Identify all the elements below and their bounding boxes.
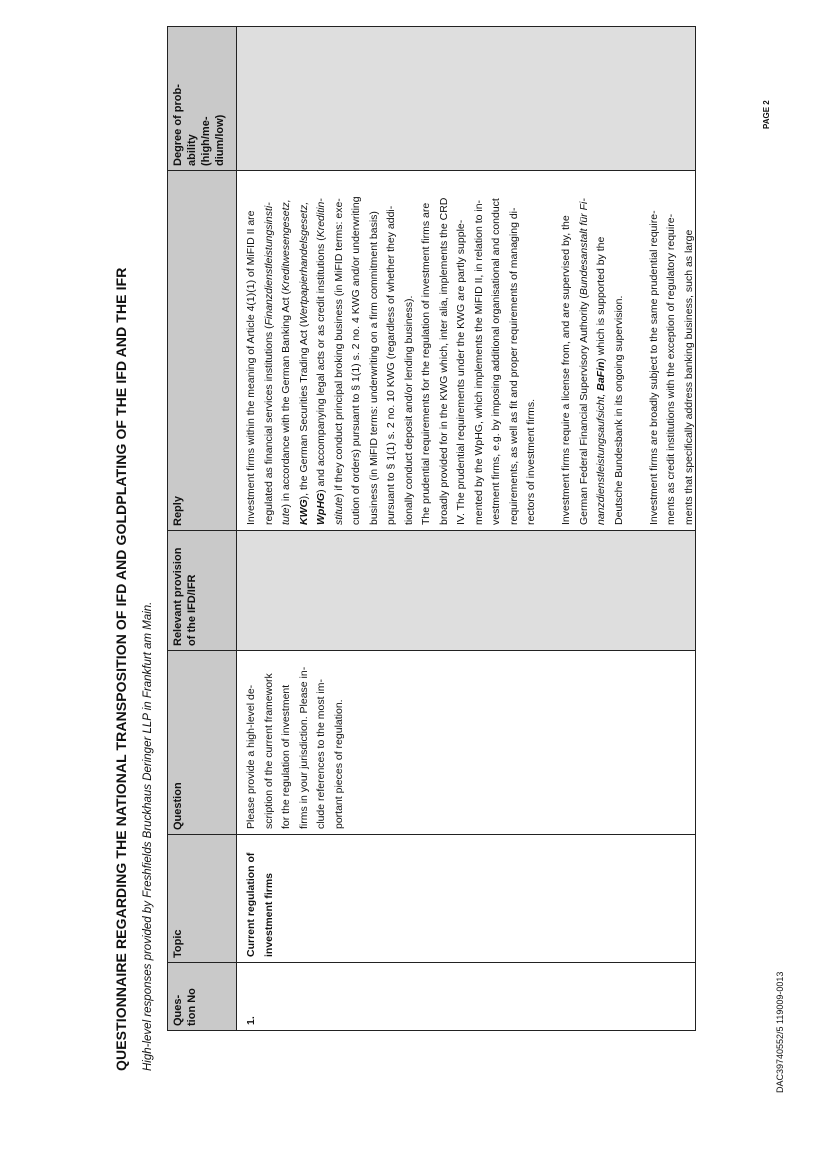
- page-title: QUESTIONNAIRE REGARDING THE NATIONAL TRANSPOSITION OF IFD AND GOLDPLATING OF THE IFD AND THE IFR: [113, 267, 129, 1071]
- header-topic: Topic: [168, 835, 237, 962]
- reply-paragraph-4: Investment firms are broadly subject to the same prudential require- ments as credit institutions with the exception of regulatory require- ments that specifically address banking business, such as large: [647, 210, 695, 525]
- reply-paragraph-2: The prudential requirements for the regulation of investment firms are broadly provided for in the KWG which, inter alia, implements the CRD IV. The prudential requirements under the KWG are partly supple- mented by the WpHG, which implements the MiFID II, in relation to in- vestment firms, e.g. by imposing additional organisational and conduct requirements, as well as fit and proper requirements of managing di- rectors of investment firms.: [420, 197, 537, 525]
- reply-paragraph-1: Investment firms within the meaning of Article 4(1)(1) of MiFID II are regulated as financial services institutions (Finanzdienstleistungsinsti- tute) in accordance with the German Banking Act (Kreditwesengesetz, KWG), the German Securities Trading Act (Wertpapierhandelsgesetz, WpHG) and accompanying legal acts or as credit institutions (Kreditin- stitute) if they conduct principal broking business (in MiFID terms: exe- cution of orders) pursuant to § 1(1) s. 2 no. 4 KWG and/or underwriting business (in MiFID terms: underwriting on a firm commitment basis) pursuant to § 1(1) s. 2 no. 10 KWG (regardless of whether they addi- tionally conduct deposit and/or lending business).: [245, 196, 415, 525]
- cell-relevant-provision: [237, 531, 695, 650]
- cell-topic: Current regulation of investment firms: [245, 852, 275, 957]
- column-topic: [168, 834, 695, 962]
- reply-paragraph-3: Investment firms require a license from, and are supervised by, the German Federal Financial Supervisory Authority (Bundesanstalt für Fi- nanzdienstleistungsaufsicht, BaFin) which is supported by the Deutsche Bundesbank in its ongoing supervision.: [560, 198, 625, 525]
- column-question: [168, 650, 695, 834]
- cell-question: Please provide a high-level de- scription of the current framework for the regulation of investment firms in your jurisdiction. Please in- clude references to the most im- portant pieces of regulation.: [245, 666, 345, 829]
- page-number: PAGE 2: [762, 100, 771, 129]
- page-subtitle: High-level responses provided by Freshfields Bruckhaus Deringer LLP in Frankfurt am Main.: [142, 601, 154, 1071]
- column-reply: [168, 170, 695, 530]
- header-reply: Reply: [168, 171, 237, 530]
- header-degree-of-probability: Degree of prob- ability (high/me- dium/low): [168, 27, 237, 170]
- header-question: Question: [168, 651, 237, 834]
- column-question-no: [168, 962, 695, 1030]
- cell-degree-of-probability: [237, 27, 695, 170]
- column-relevant-provision: [168, 530, 695, 650]
- cell-question-no: 1.: [245, 1016, 257, 1025]
- header-question-no: Ques- tion No: [168, 963, 237, 1030]
- questionnaire-table: [167, 26, 696, 1031]
- header-relevant-provision: Relevant provision of the IFD/IFR: [168, 531, 237, 650]
- document-reference: DAC39740552/5 119009-0013: [775, 971, 785, 1093]
- column-degree-of-probability: [168, 27, 695, 170]
- cell-reply: [237, 171, 695, 530]
